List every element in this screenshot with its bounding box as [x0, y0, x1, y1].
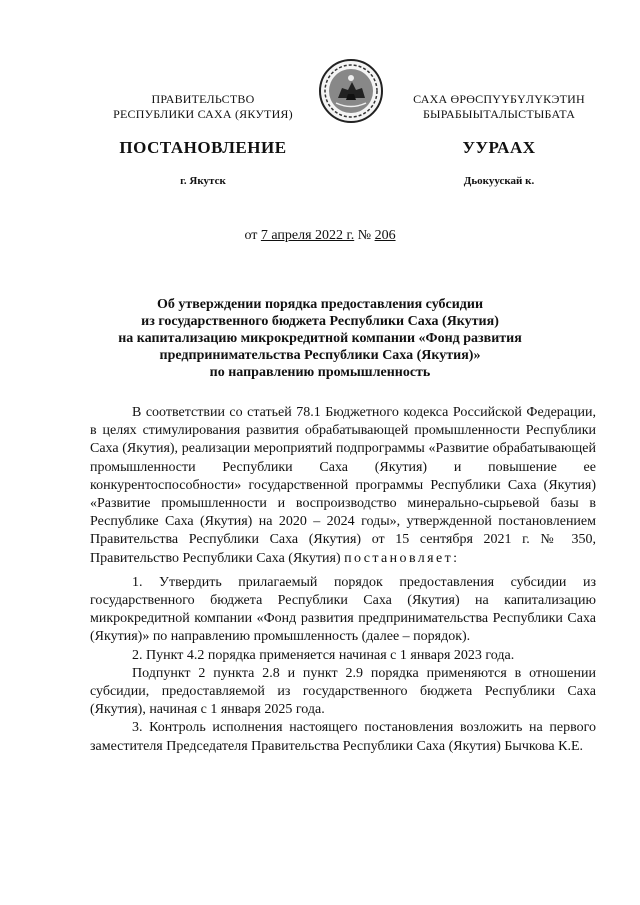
- heading-line-4: предпринимательства Республики Саха (Якутия)»: [159, 348, 481, 363]
- heading-line-5: по направлению промышленность: [209, 365, 431, 380]
- heading-line-1: Об утверждении порядка предоставления субсидии: [156, 297, 484, 312]
- document-type-russian: ПОСТАНОВЛЕНИЕ: [119, 138, 287, 157]
- date-prefix: от: [244, 228, 258, 243]
- document-heading: [110, 296, 530, 381]
- header-left-line-2: РЕСПУБЛИКИ САХА (ЯКУТИЯ): [113, 107, 293, 121]
- number-sign: №: [357, 228, 372, 243]
- document-body: [90, 404, 596, 756]
- clause-2-subparagraph: Подпункт 2 пункта 2.8 и пункт 2.9 порядка применяются в отношении субсидии, предоставляемой из государственного бюджета Республики Саха (Якутия), начиная с 1 января 2025 года.: [90, 665, 596, 718]
- heading-line-2: из государственного бюджета Республики Саха (Якутия): [141, 314, 499, 329]
- clause-2: 2. Пункт 4.2 порядка применяется начиная с 1 января 2023 года.: [132, 647, 515, 663]
- preamble-paragraph: [90, 404, 596, 568]
- document-date: 7 апреля 2022 г.: [260, 228, 355, 243]
- resolves-word: постановляет:: [344, 550, 460, 566]
- heading-line-3: на капитализацию микрокредитной компании «Фонд развития: [118, 331, 522, 346]
- clause-1: 1. Утвердить прилагаемый порядок предоставления субсидии из государственного бюджета Республики Саха (Якутия) на капитализацию микрокредитной компании «Фонд развития предпринимательства Республики Саха (Якутия)» по направлению промышленность (далее – порядок).: [90, 574, 596, 645]
- header-right-line-2: БЫРАБЫЫТАЛЫСТЫБАТА: [422, 107, 576, 121]
- city-yakut: Дьокуускай к.: [463, 175, 535, 187]
- clause-3: 3. Контроль исполнения настоящего постановления возложить на первого заместителя Председателя Правительства Республики Саха (Якутия) Бычкова К.Е.: [90, 720, 596, 754]
- header-right-line-1: САХА ӨРӨСПҮҮБҮЛҮКЭТИН: [413, 92, 585, 106]
- city-russian: г. Якутск: [180, 175, 226, 187]
- preamble-text: В соответствии со статьей 78.1 Бюджетного кодекса Российской Федерации, в целях стимулирования развития обрабатывающей промышленности Республики Саха (Якутия), реализации мероприятий подпрограммы «Развитие обрабатывающей промышленности Республики Саха (Якутия) и повышение ее конкурентоспособности» государственной программы Республики Саха (Якутия) «Развитие промышленности и воспроизводство минерально-сырьевой базы в Республике Саха (Якутия) на 2020 – 2024 годы», утвержденной постановлением Правительства Республики Саха (Якутия) от 15 сентября 2021 г. № 350, Правительство Республики Саха (Якутия): [90, 405, 596, 566]
- coat-of-arms-emblem: [318, 58, 384, 124]
- government-name-yakut: [384, 92, 614, 122]
- document-number: 206: [374, 228, 396, 243]
- document-type-yakut: УУРААХ: [462, 138, 536, 157]
- header-left-line-1: ПРАВИТЕЛЬСТВО: [151, 92, 255, 106]
- government-name-russian: [88, 92, 318, 122]
- document-date-number: [0, 228, 640, 244]
